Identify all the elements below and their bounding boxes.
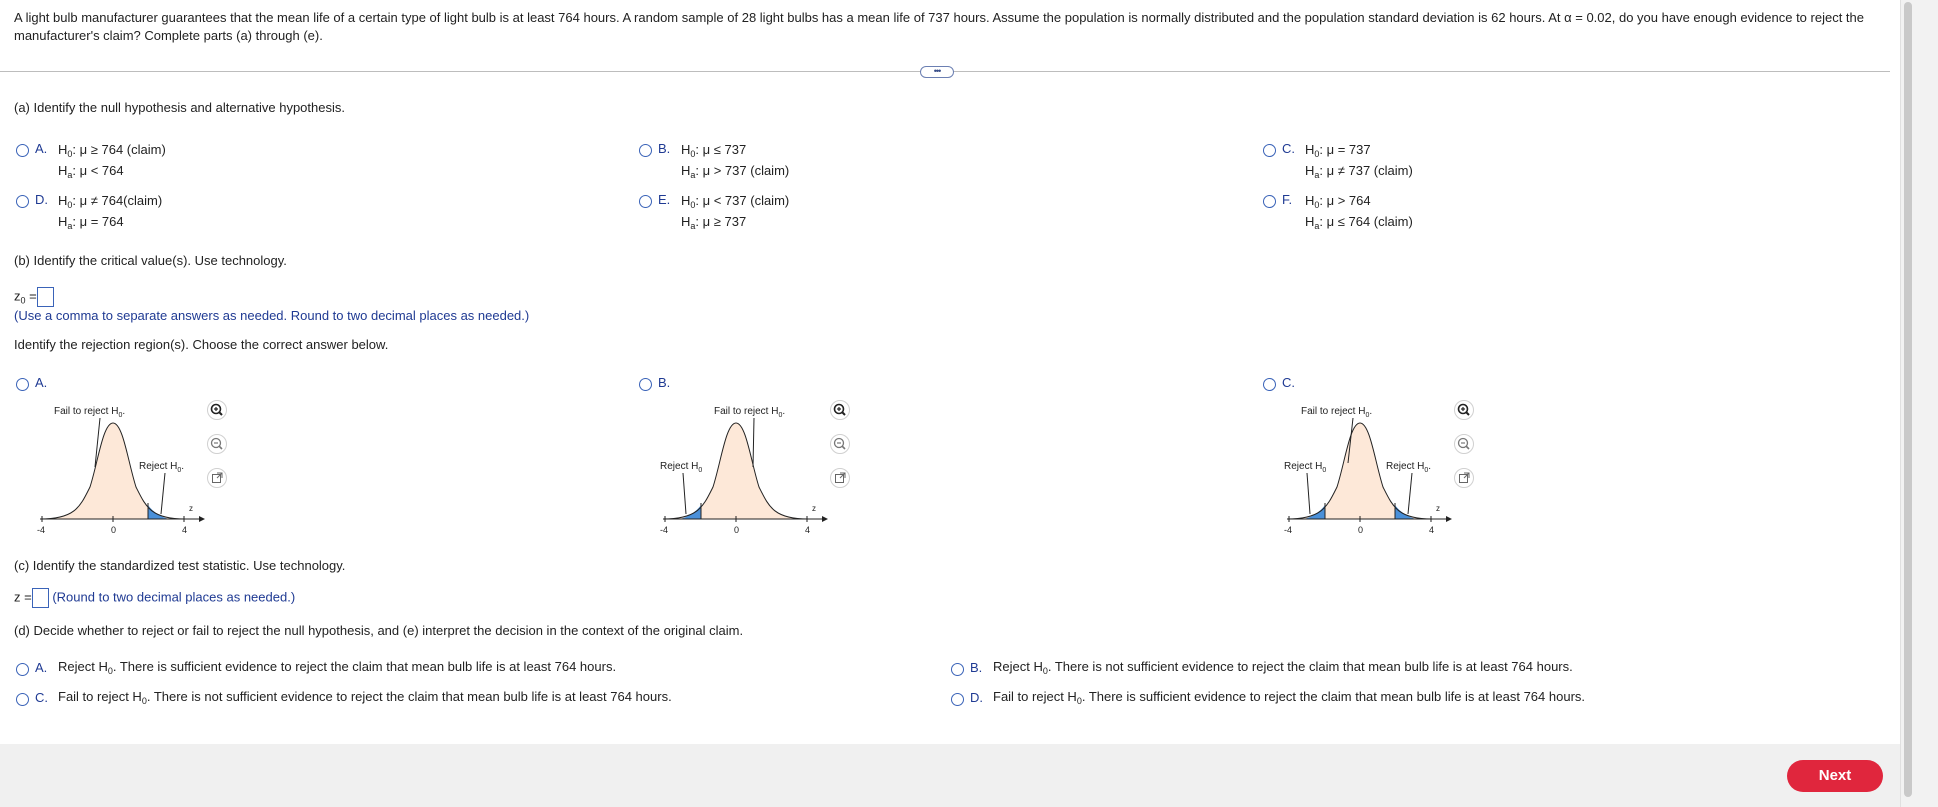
radio-graph-c[interactable] xyxy=(1263,378,1276,391)
footer-bar xyxy=(0,744,1900,807)
option-letter: B. xyxy=(658,141,671,156)
graph-a xyxy=(35,397,210,537)
option-letter: E. xyxy=(658,192,671,207)
fail-label: Fail to reject $H_0$. xyxy=(1301,406,1373,419)
option-letter: B. xyxy=(970,660,983,675)
ha-line: $H_a$: μ ≥ 737 xyxy=(681,214,747,231)
zoom-out-icon[interactable] xyxy=(830,434,850,454)
subscript: 0 xyxy=(1076,696,1082,706)
option-letter: F. xyxy=(1282,192,1293,207)
graph-c xyxy=(1282,397,1457,537)
zoom-out-icon[interactable] xyxy=(207,434,227,454)
h0-line: $H_0$: μ < 737 (claim) xyxy=(681,193,790,210)
ha-text: : μ < 764 xyxy=(72,163,124,178)
h0-text: : μ > 764 xyxy=(1319,193,1371,208)
axis-label: z xyxy=(812,504,816,513)
graph-b xyxy=(658,397,833,537)
option-letter: A. xyxy=(35,660,48,675)
z-row xyxy=(14,588,295,608)
part-b-hint: (Use a comma to separate answers as needed. Round to two decimal places as needed.) xyxy=(14,308,530,323)
graph-letter: A. xyxy=(35,375,48,390)
zoom-in-icon[interactable] xyxy=(830,400,850,420)
decision-text xyxy=(58,656,616,677)
option-letter: C. xyxy=(35,690,48,705)
ha-line: $H_a$: μ ≤ 764 (claim) xyxy=(1305,214,1413,231)
decision-lead: Fail to reject H xyxy=(993,689,1077,704)
test-statistic-input[interactable] xyxy=(32,588,49,608)
tick-label: 0 xyxy=(734,525,740,535)
equals-sign: = xyxy=(25,288,37,304)
graph-letter: B. xyxy=(658,375,671,390)
h0-text: : μ < 737 (claim) xyxy=(695,193,790,208)
h0-line: $H_0$: μ > 764 xyxy=(1305,193,1371,210)
zoom-out-icon[interactable] xyxy=(1454,434,1474,454)
z-label: z = xyxy=(14,589,32,605)
part-c-prompt: (c) Identify the standardized test statistic. Use technology. xyxy=(14,558,346,573)
zoom-in-icon[interactable] xyxy=(207,400,227,420)
more-button[interactable]: ••• xyxy=(920,66,954,78)
z0-row xyxy=(14,287,54,307)
radio-graph-a[interactable] xyxy=(16,378,29,391)
h0-text: : μ ≥ 764 (claim) xyxy=(72,142,166,157)
option-letter: A. xyxy=(35,141,48,156)
fail-label: Fail to reject $H_0$. xyxy=(714,406,786,419)
reject-right-label: Reject $H_0$. xyxy=(1386,461,1432,474)
part-d-prompt: (d) Decide whether to reject or fail to reject the null hypothesis, and (e) interpret the decision in the context of the original claim. xyxy=(14,623,744,638)
reject-left-label: Reject $H_0$ xyxy=(1284,461,1327,474)
radio-decision-b[interactable] xyxy=(951,663,964,676)
option-letter: C. xyxy=(1282,141,1295,156)
ha-line: $H_a$: μ > 737 (claim) xyxy=(681,163,790,180)
fail-label: Fail to reject $H_0$. xyxy=(54,406,126,419)
option-letter: D. xyxy=(970,690,983,705)
part-b-prompt: (b) Identify the critical value(s). Use technology. xyxy=(14,253,287,268)
ha-text: : μ = 764 xyxy=(72,214,124,229)
radio-b[interactable] xyxy=(639,144,652,157)
rejection-region-prompt: Identify the rejection region(s). Choose the correct answer below. xyxy=(14,337,389,352)
question-text: A light bulb manufacturer guarantees that the mean life of a certain type of light bulb is at least 764 hours. A random sample of 28 light bulbs has a mean life of 737 hours. Assume the population is normally distributed and the population standard deviation is 62 hours. At α = 0.02, do you have enough evidence to reject the manufacturer's claim? Complete parts (a) through (e). xyxy=(14,10,1864,43)
h0-text: : μ ≠ 764(claim) xyxy=(72,193,163,208)
decision-lead: Reject H xyxy=(993,659,1043,674)
h0-text: : μ = 737 xyxy=(1319,142,1371,157)
option-letter: D. xyxy=(35,192,48,207)
reject-pointer xyxy=(683,473,686,514)
tick-label: 0 xyxy=(111,525,117,535)
ha-text: : μ > 737 (claim) xyxy=(695,163,790,178)
axis-arrow xyxy=(822,516,828,522)
ha-text: : μ ≥ 737 xyxy=(695,214,747,229)
tick-label: -4 xyxy=(660,525,669,535)
tick-label: -4 xyxy=(1284,525,1293,535)
reject-pointer xyxy=(161,473,165,514)
axis-arrow xyxy=(1446,516,1452,522)
z0-label: z xyxy=(14,288,21,304)
part-c-hint: (Round to two decimal places as needed.) xyxy=(52,589,296,605)
z0-subscript: 0 xyxy=(20,295,26,306)
reject-pointer xyxy=(1408,473,1412,514)
tick-label: 4 xyxy=(805,525,811,535)
pop-out-icon[interactable] xyxy=(830,468,850,488)
decision-body: . There is not sufficient evidence to reject the claim that mean bulb life is at least 764 hours. xyxy=(146,689,672,704)
h0-line: $H_0$: μ ≠ 764(claim) xyxy=(58,193,163,210)
axis-label: z xyxy=(189,504,193,513)
radio-a[interactable] xyxy=(16,144,29,157)
tick-label: 0 xyxy=(1358,525,1364,535)
decision-body: . There is sufficient evidence to reject the claim that mean bulb life is at least 764 hours. xyxy=(112,659,617,674)
radio-e[interactable] xyxy=(639,195,652,208)
decision-text xyxy=(993,656,1573,677)
decision-text xyxy=(993,686,1585,707)
radio-decision-d[interactable] xyxy=(951,693,964,706)
tick-label: 4 xyxy=(182,525,188,535)
reject-pointer xyxy=(1307,473,1310,514)
radio-f[interactable] xyxy=(1263,195,1276,208)
fail-pointer xyxy=(753,418,754,467)
next-button[interactable]: Next xyxy=(1787,760,1883,792)
decision-lead: Fail to reject H xyxy=(58,689,142,704)
ha-line: $H_a$: μ ≠ 737 (claim) xyxy=(1305,163,1413,180)
radio-c[interactable] xyxy=(1263,144,1276,157)
radio-d[interactable] xyxy=(16,195,29,208)
ha-line: $H_a$: μ = 764 xyxy=(58,214,124,231)
pop-out-icon[interactable] xyxy=(207,468,227,488)
graph-letter: C. xyxy=(1282,375,1295,390)
radio-decision-c[interactable] xyxy=(16,693,29,706)
h0-line: $H_0$: μ ≥ 764 (claim) xyxy=(58,142,166,159)
radio-decision-a[interactable] xyxy=(16,663,29,676)
tick-label: -4 xyxy=(37,525,46,535)
tick-label: 4 xyxy=(1429,525,1435,535)
subscript: 0 xyxy=(141,696,147,706)
reject-right-label: Reject $H_0$. xyxy=(139,461,185,474)
radio-graph-b[interactable] xyxy=(639,378,652,391)
vertical-scrollbar[interactable] xyxy=(1900,0,1938,807)
axis-label: z xyxy=(1436,504,1440,513)
decision-body: . There is sufficient evidence to reject the claim that mean bulb life is at least 764 hours. xyxy=(1081,689,1586,704)
scrollbar-thumb[interactable] xyxy=(1904,2,1912,797)
axis-arrow xyxy=(199,516,205,522)
ha-text: : μ ≠ 737 (claim) xyxy=(1319,163,1413,178)
h0-line: $H_0$: μ = 737 xyxy=(1305,142,1371,159)
pop-out-icon[interactable] xyxy=(1454,468,1474,488)
decision-text xyxy=(58,686,672,707)
decision-lead: Reject H xyxy=(58,659,108,674)
reject-left-label: Reject $H_0$ xyxy=(660,461,703,474)
critical-value-input[interactable] xyxy=(37,287,54,307)
subscript: 0 xyxy=(1042,666,1048,676)
ha-text: : μ ≤ 764 (claim) xyxy=(1319,214,1413,229)
ha-line: $H_a$: μ < 764 xyxy=(58,163,124,180)
h0-line: $H_0$: μ ≤ 737 xyxy=(681,142,747,159)
subscript: 0 xyxy=(107,666,113,676)
part-a-prompt: (a) Identify the null hypothesis and alternative hypothesis. xyxy=(14,100,345,115)
zoom-in-icon[interactable] xyxy=(1454,400,1474,420)
decision-body: . There is not sufficient evidence to reject the claim that mean bulb life is at least 764 hours. xyxy=(1047,659,1573,674)
h0-text: : μ ≤ 737 xyxy=(695,142,747,157)
